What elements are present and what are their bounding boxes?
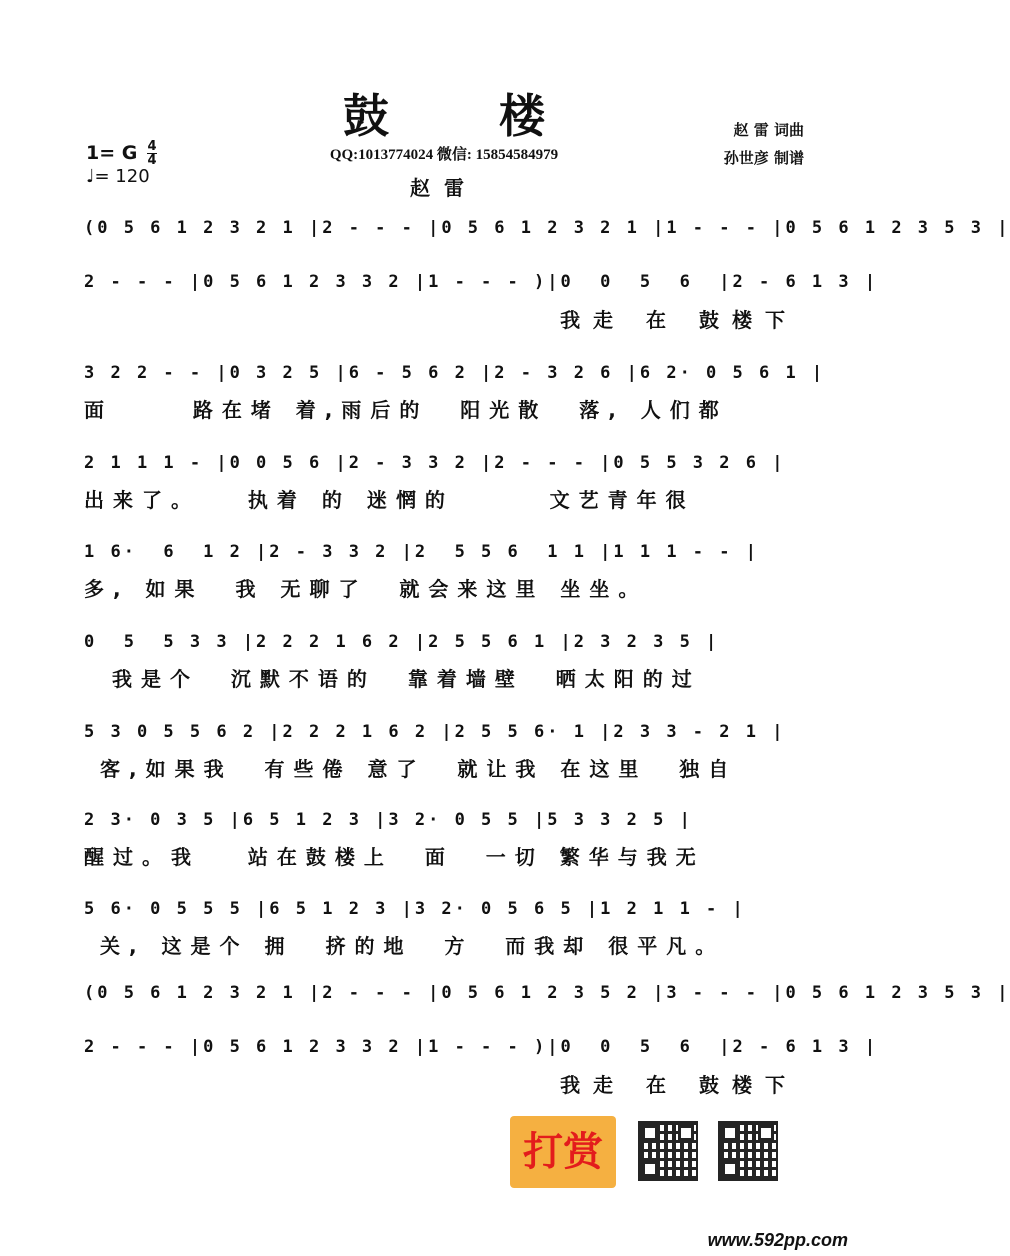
score-row-4-notes: 2 1 1 1 - |0 0 5 6 |2 - 3 3 2 |2 - - - |0 5 5 3 2 6 | (84, 453, 786, 473)
score-row-3-notes: 3 2 2 - - |0 3 2 5 |6 - 5 6 2 |2 - 3 2 6 |6 2· 0 5 6 1 | (84, 363, 826, 383)
credits (724, 116, 804, 172)
score-row-9-notes: 5 6· 0 5 5 5 |6 5 1 2 3 |3 2· 0 5 6 5 |1 2 1 1 - | (84, 899, 746, 919)
time-signature-bottom: 4 (147, 153, 157, 168)
score-row-8-lyrics: 醒过。我 站在鼓楼上 面 一切 繁华与我无 (84, 845, 705, 869)
score-row-10-notes: (0 5 6 1 2 3 2 1 |2 - - - |0 5 6 1 2 3 5 2 |3 - - - |0 5 6 1 2 3 5 3 | (84, 983, 1010, 1003)
song-title: 鼓楼 (343, 89, 655, 143)
score-row-6-notes: 0 5 5 3 3 |2 2 2 1 6 2 |2 5 5 6 1 |2 3 2 3 5 | (84, 632, 720, 652)
score-row-2-lyrics: 我走 在 鼓楼下 (560, 308, 798, 332)
credit-lyrics-music: 赵 雷 词曲 (733, 121, 804, 139)
score-row-1-notes: (0 5 6 1 2 3 2 1 |2 - - - |0 5 6 1 2 3 2 1 |1 - - - |0 5 6 1 2 3 5 3 | (84, 218, 1010, 238)
score-row-5-notes: 1 6· 6 1 2 |2 - 3 3 2 |2 5 5 6 1 1 |1 1 1 - - | (84, 542, 759, 562)
reward-button[interactable]: 打赏 (510, 1116, 616, 1188)
website-link[interactable]: www.592pp.com (707, 1230, 848, 1250)
tempo-mark: ♩= 120 (86, 166, 150, 187)
time-signature-top: 4 (147, 139, 157, 154)
time-signature (147, 140, 157, 167)
score-row-4-lyrics: 出来了。 执着 的 迷惘的 文艺青年很 (84, 488, 695, 512)
score-row-8-notes: 2 3· 0 3 5 |6 5 1 2 3 |3 2· 0 5 5 |5 3 3 2 5 | (84, 810, 693, 830)
score-row-7-lyrics: 客,如果我 有些倦 意了 就让我 在这里 独自 (100, 757, 738, 781)
score-row-3-lyrics: 面 路在堵 着,雨后的 阳光散 落, 人们都 (84, 398, 728, 422)
score-row-6-lyrics: 我是个 沉默不语的 靠着墙壁 晒太阳的过 (112, 667, 701, 691)
score-row-11-lyrics: 我走 在 鼓楼下 (560, 1073, 798, 1097)
qr-code-icon (718, 1121, 778, 1181)
score-row-7-notes: 5 3 0 5 5 6 2 |2 2 2 1 6 2 |2 5 5 6· 1 |2 3 3 - 2 1 | (84, 722, 786, 742)
score-row-2-notes: 2 - - - |0 5 6 1 2 3 3 2 |1 - - - )|0 0 5 6 |2 - 6 1 3 | (84, 272, 879, 292)
singer-name: 赵雷 (410, 176, 478, 200)
score-row-9-lyrics: 关, 这是个 拥 挤的地 方 而我却 很平凡。 (100, 934, 725, 958)
key-signature: 1= G (86, 142, 138, 164)
credit-arranged: 孙世彦 制谱 (723, 149, 804, 167)
contact-info: QQ:1013774024 微信: 15854584979 (329, 147, 559, 163)
qr-code-icon (638, 1121, 698, 1181)
score-row-5-lyrics: 多, 如果 我 无聊了 就会来这里 坐坐。 (84, 577, 648, 601)
score-row-11-notes: 2 - - - |0 5 6 1 2 3 3 2 |1 - - - )|0 0 5 6 |2 - 6 1 3 | (84, 1037, 879, 1057)
